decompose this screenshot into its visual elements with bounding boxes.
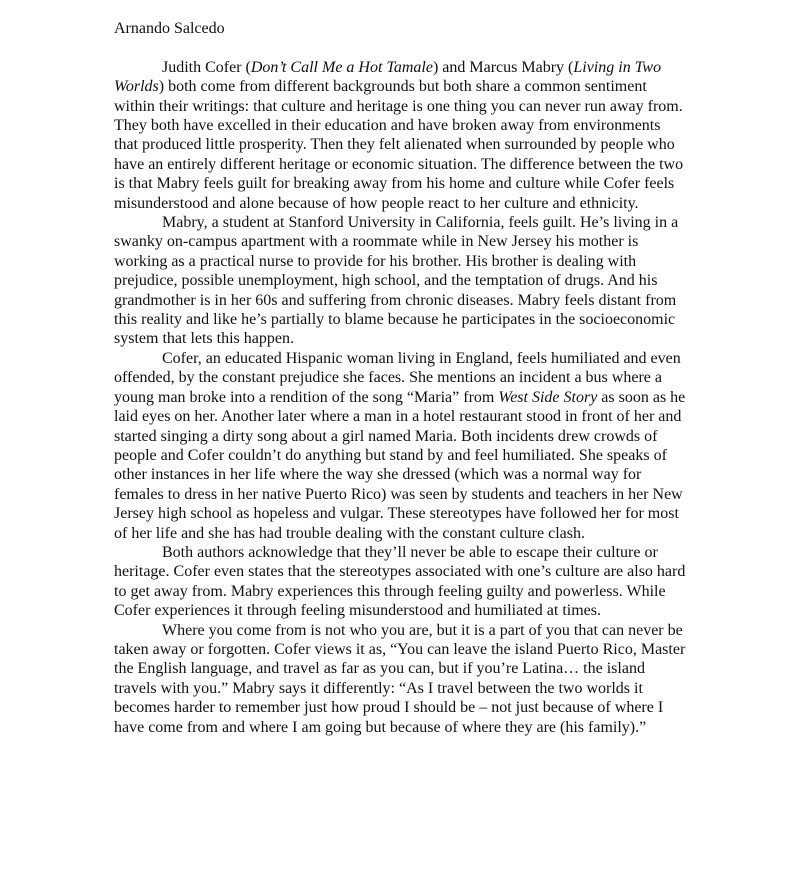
paragraph xyxy=(114,349,688,543)
italic-title: West Side Story xyxy=(498,388,598,406)
text-segment: as soon as he laid eyes on her. Another later where a man in a hotel restaurant stood in front of her and started singing a dirty song about a girl named Maria. Both incidents drew crowds of people and Cofer couldn’t do anything but stand by and feel humiliated. She speaks of other instances in her life where the way she dressed (which was a normal way for females to dress in her native Puerto Rico) was seen by students and teachers in her New Jersey high school as hopeless and vulgar. These stereotypes have followed her for most of her life and she has had trouble dealing with the constant culture clash. xyxy=(114,388,686,542)
author-name: Arnando Salcedo xyxy=(114,20,225,37)
text-segment: ) and Marcus Mabry ( xyxy=(432,58,574,76)
text-segment: Mabry, a student at Stanford University in California, feels guilt. He’s living in a swanky on-campus apartment with a roommate while in New Jersey his mother is working as a practical nurse to provide for his brother. His brother is dealing with prejudice, possible unemployment, high school, and the temptation of drugs. And his grandmother is in her 60s and suffering from chronic diseases. Mabry feels distant from this reality and like he’s partially to blame because he participates in the socioeconomic system that lets this happen. xyxy=(114,214,679,348)
text-segment: Cofer, an educated Hispanic woman living in England, feels humiliated and even offended, by the constant prejudice she faces. She mentions an incident a bus where a young man broke into a rendition of the song “Maria” from xyxy=(114,349,681,406)
paragraph xyxy=(114,543,688,621)
paragraph xyxy=(114,213,688,349)
document-page xyxy=(114,19,688,737)
italic-title: Don’t Call Me a Hot Tamale xyxy=(250,58,433,76)
paragraph xyxy=(114,58,688,213)
text-segment: Where you come from is not who you are, but it is a part of you that can never be taken away or forgotten. Cofer views it as, “You can leave the island Puerto Rico, Master the English language, and travel as far as you can, but if you’re Latina… the island travels with you.” Mabry says it differently: “As I travel between the two worlds it becomes harder to remember just how proud I should be – not just because of where I have come from and where I am going but because of where they are (his family).” xyxy=(114,621,686,736)
text-segment: ) both come from different backgrounds but both share a common sentiment within their writings: that culture and heritage is one thing you can never run away from. They both have excelled in their education and have broken away from environments that produced little prosperity. Then they felt alienated when surrounded by people who have an entirely different heritage or economic situation. The difference between the two is that Mabry feels guilt for breaking away from his home and culture while Cofer feels misunderstood and alone because of how people react to her culture and ethnicity. xyxy=(114,78,684,212)
text-segment: Both authors acknowledge that they’ll never be able to escape their culture or heritage. Cofer even states that the stereotypes associated with one’s culture are also hard to get away from. Mabry experiences this through feeling guilty and powerless. While Cofer experiences it through feeling misunderstood and humiliated at times. xyxy=(114,543,686,620)
paragraph xyxy=(114,621,688,737)
text-segment: Judith Cofer ( xyxy=(162,58,251,76)
italic-title: Living in Two Worlds xyxy=(114,58,662,96)
essay-body xyxy=(114,58,688,737)
